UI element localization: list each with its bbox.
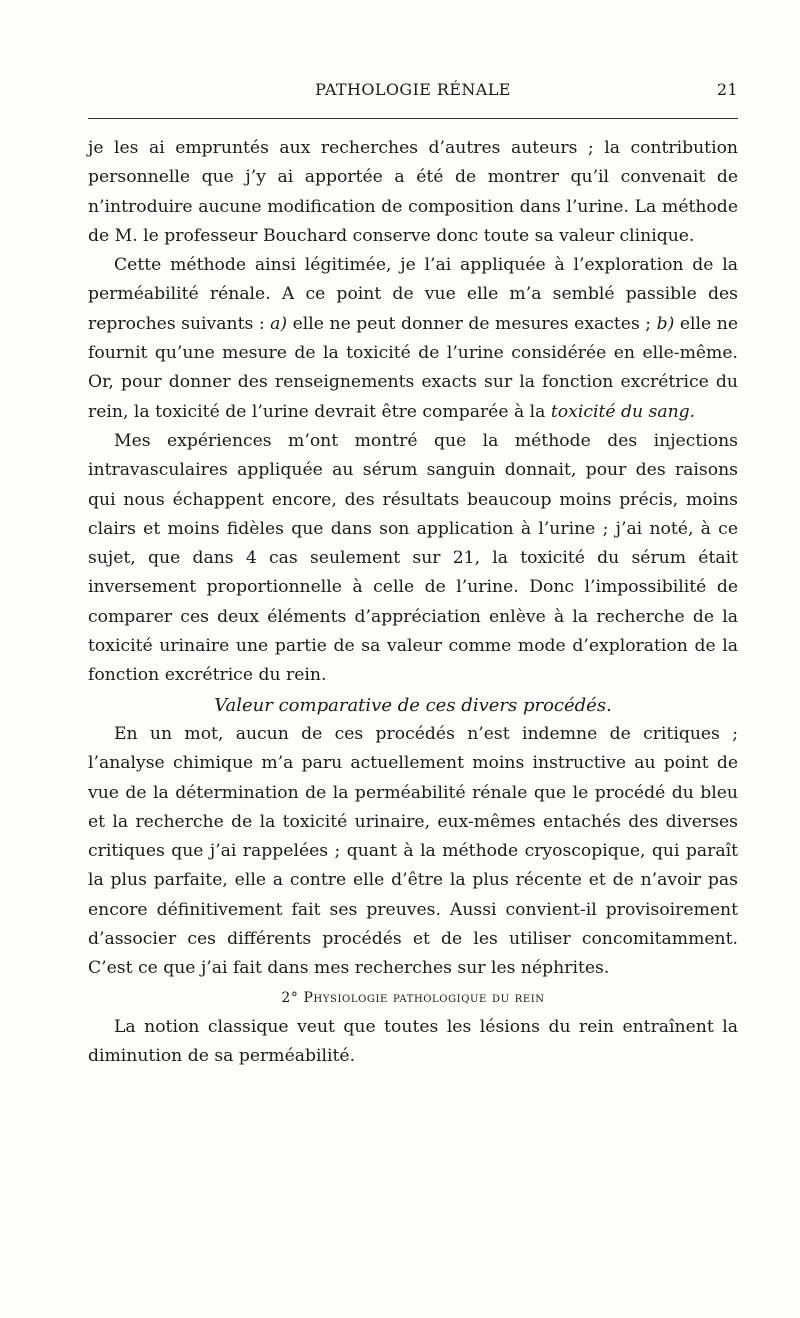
paragraph-2 (88, 251, 738, 427)
running-title: PATHOLOGIE RÉNALE (315, 80, 511, 99)
section-number: 2° (281, 989, 299, 1006)
paragraph-4: En un mot, aucun de ces procédés n’est indemne de critiques ; l’analyse chimique m’a paru actuellement moins instructive au point de vue de la détermination de la perméabilité rénale que le procédé du bleu et la recherche de la toxicité urinaire, eux-mêmes entachés des diverses critiques que j’ai rappelées ; quant à la méthode cryoscopique, qui paraît la plus parfaite, elle a contre elle d’être la plus récente et de n’avoir pas encore définitivement fait ses preuves. Aussi convient-il provisoirement d’associer ces différents procédés et de les utiliser concomitamment. C’est ce que j’ai fait dans mes recherches sur les néphrites. (88, 723, 738, 979)
paragraph-1: je les ai empruntés aux recherches d’autres auteurs ; la contribution personnelle que j’y ai apportée a été de montrer qu’il convenait de n’introduire aucune modification de composition dans l’urine. La méthode de M. le professeur Bouchard conserve donc toute sa valeur clinique. (88, 138, 738, 246)
subheading: Valeur comparative de ces divers procédés. (214, 694, 612, 716)
running-header (88, 80, 738, 108)
section-heading (88, 984, 738, 1013)
section-title: Physiologie pathologique du rein (303, 989, 545, 1006)
paragraph-2-part-c: elle ne fournit qu’une mesure de la toxicité de l’urine considérée en elle-même. Or, pour donner des renseignements exacts sur la fonction excrétrice du rein, la toxicité de l’urine devrait être comparée à la (88, 313, 738, 422)
paragraph-2-part-a: Cette méthode ainsi légitimée, je l’ai appliquée à l’exploration de la perméabilité rénale. A ce point de vue elle m’a semblé passible des reproches suivants : (88, 255, 738, 334)
paragraph-5: La notion classique veut que toutes les lésions du rein entraînent la diminution de sa perméabilité. (88, 1016, 738, 1067)
paragraph-2-part-b: elle ne peut donner de mesures exactes ; (287, 313, 657, 334)
page-number: 21 (716, 80, 738, 99)
list-label-b: b) (656, 313, 675, 334)
page-body (88, 134, 738, 1072)
list-label-a: a) (270, 313, 288, 334)
paragraph-2-italic-end: toxicité du sang. (550, 401, 696, 422)
header-rule (88, 118, 738, 119)
paragraph-3: Mes expériences m’ont montré que la méthode des injections intravasculaires appliquée au sérum sanguin donnait, pour des raisons qui nous échappent encore, des résultats beaucoup moins précis, moins clairs et moins fidèles que dans son application à l’urine ; j’ai noté, à ce sujet, que dans 4 cas seulement sur 21, la toxicité du sérum était inversement proportionnelle à celle de l’urine. Donc l’impossibilité de comparer ces deux éléments d’appréciation enlève à la recherche de la toxicité urinaire une partie de sa valeur comme mode d’exploration de la fonction excrétrice du rein. (88, 430, 738, 686)
